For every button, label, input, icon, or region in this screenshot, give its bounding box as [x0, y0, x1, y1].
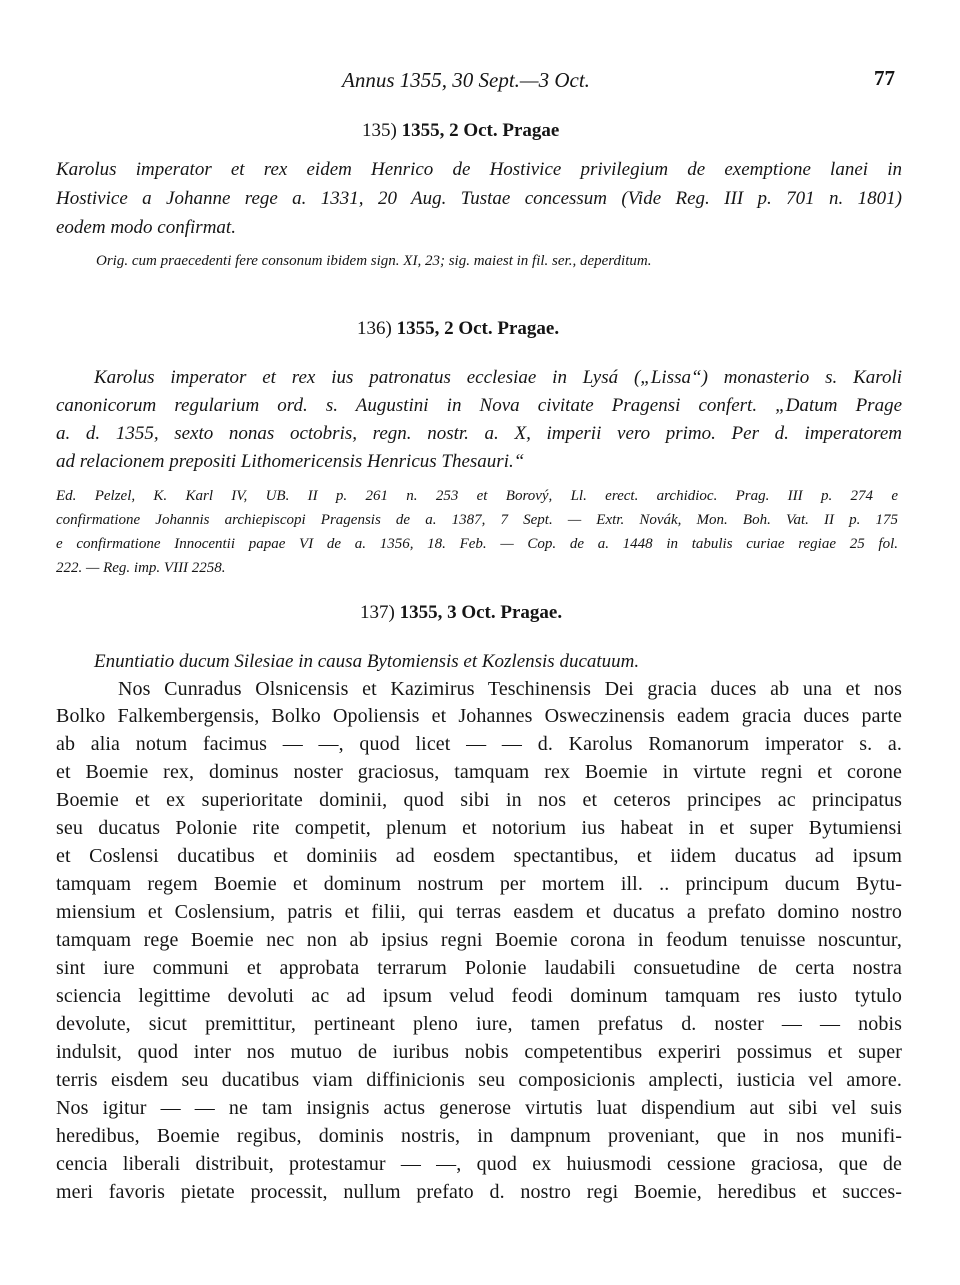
source-note: 222. — Reg. imp. VIII 2258.: [56, 560, 226, 576]
charter-line: Bolko Falkembergensis, Bolko Opoliensis et Johannes Osweczinensis eadem gracia duces parte: [56, 705, 902, 727]
running-head: Annus 1355, 30 Sept.—3 Oct.: [342, 68, 590, 92]
entry-heading: [362, 120, 559, 142]
regest-line: Enuntiatio ducum Silesiae in causa Bytomiensis et Kozlensis ducatuum.: [94, 651, 640, 672]
entry-number: 136): [357, 318, 392, 339]
entry-date: 1355, 2 Oct.: [396, 318, 493, 339]
regest-line: Karolus imperator et rex ius patronatus ecclesiae in Lysá („Lissa“) monasterio s. Karoli: [94, 367, 902, 388]
regest-line: ad relacionem prepositi Lithomericensis Henricus Thesauri.“: [56, 451, 525, 472]
charter-line: Nos igitur — — ne tam insignis actus generose virtutis luat dispendium aut sibi vel suis: [56, 1097, 902, 1119]
entry-number: 137): [360, 602, 395, 623]
entry-heading: [360, 602, 562, 624]
charter-line: Boemie et ex superioritate dominii, quod sibi in nos et ceteros principes ac principatus: [56, 789, 902, 811]
entry-number: 135): [362, 120, 397, 141]
entry-date: 1355, 2 Oct.: [401, 120, 498, 141]
charter-line: terris eisdem seu ducatibus viam diffinicionis seu composicionis amplecti, iusticia vel amore.: [56, 1069, 902, 1091]
entry-date: 1355, 3 Oct.: [399, 602, 496, 623]
source-note: confirmatione Johannis archiepiscopi Pragensis de a. 1387, 7 Sept. — Extr. Novák, Mon. Boh. Vat. II p. 175: [56, 512, 898, 528]
regest-line: canonicorum regularium ord. s. Augustini in Nova civitate Pragensi confert. „Datum Prage: [56, 395, 902, 416]
charter-line: devolute, sicut premittitur, pertineant pleno iure, tamen prefatus d. noster — — nobis: [56, 1013, 902, 1035]
entry-heading: [357, 318, 559, 340]
source-note: Ed. Pelzel, K. Karl IV, UB. II p. 261 n. 253 et Borový, Ll. erect. archidioc. Prag. III p. 274 e: [56, 488, 898, 504]
charter-line: et Boemie rex, dominus noster graciosus, tamquam rex Boemie in virtute regni et corone: [56, 761, 902, 783]
regest-line: a. d. 1355, sexto nonas octobris, regn. nostr. a. X, imperii vero primo. Per d. imperatorem: [56, 423, 902, 444]
charter-line: tamquam rege Boemie nec non ab ipsius regni Boemie corona in feodum tenuisse noscuntur,: [56, 929, 902, 951]
charter-line: indulsit, quod inter nos mutuo de iuribus nobis competentibus experiri possimus et super: [56, 1041, 902, 1063]
charter-line: miensium et Coslensium, patris et filii, qui terras easdem et ducatus a prefato domino nostro: [56, 901, 902, 923]
entry-place: Pragae: [502, 120, 560, 141]
entry-place: Pragae.: [500, 602, 563, 623]
source-note: Orig. cum praecedenti fere consonum ibidem sign. XI, 23; sig. maiest in fil. ser., deperditum.: [96, 253, 652, 269]
charter-line: sciencia legittime devoluti ac ad ipsum velud feodi dominum tamquam res iusto tytulo: [56, 985, 902, 1007]
entry-place: Pragae.: [497, 318, 560, 339]
charter-line: meri favoris pietate processit, nullum prefato d. nostro regi Boemie, heredibus et succes-: [56, 1181, 902, 1203]
charter-line: et Coslensi ducatibus et dominiis ad eosdem spectantibus, et iidem ducatus ad ipsum: [56, 845, 902, 867]
regest-line: Hostivice a Johanne rege a. 1331, 20 Aug. Tustae concessum (Vide Reg. III p. 701 n. 1801): [56, 188, 902, 209]
charter-line: cencia liberali distribuit, protestamur — —, quod ex huiusmodi cessione graciosa, que de: [56, 1153, 902, 1175]
regest-line: eodem modo confirmat.: [56, 217, 236, 238]
regest-line: Karolus imperator et rex eidem Henrico de Hostivice privilegium de exemptione lanei in: [56, 159, 902, 180]
charter-line: Nos Cunradus Olsnicensis et Kazimirus Teschinensis Dei gracia duces ab una et nos: [118, 678, 902, 700]
charter-line: sint iure communi et approbata terrarum Polonie laudabili consuetudine de certa nostra: [56, 957, 902, 979]
charter-line: tamquam regem Boemie et dominum nostrum per mortem ill. .. principum ducum Bytu-: [56, 873, 902, 895]
page-number: 77: [874, 66, 895, 90]
charter-line: heredibus, Boemie regibus, dominis nostris, in dampnum proveniant, que in nos munifi-: [56, 1125, 902, 1147]
charter-line: ab alia notum facimus — —, quod licet — — d. Karolus Romanorum imperator s. a.: [56, 733, 902, 755]
charter-line: seu ducatus Polonie rite competit, plenum et notorium ius habeat in et super Bytumiensi: [56, 817, 902, 839]
source-note: e confirmatione Innocentii papae VI de a. 1356, 18. Feb. — Cop. de a. 1448 in tabulis curiae regiae 25 fol.: [56, 536, 898, 552]
